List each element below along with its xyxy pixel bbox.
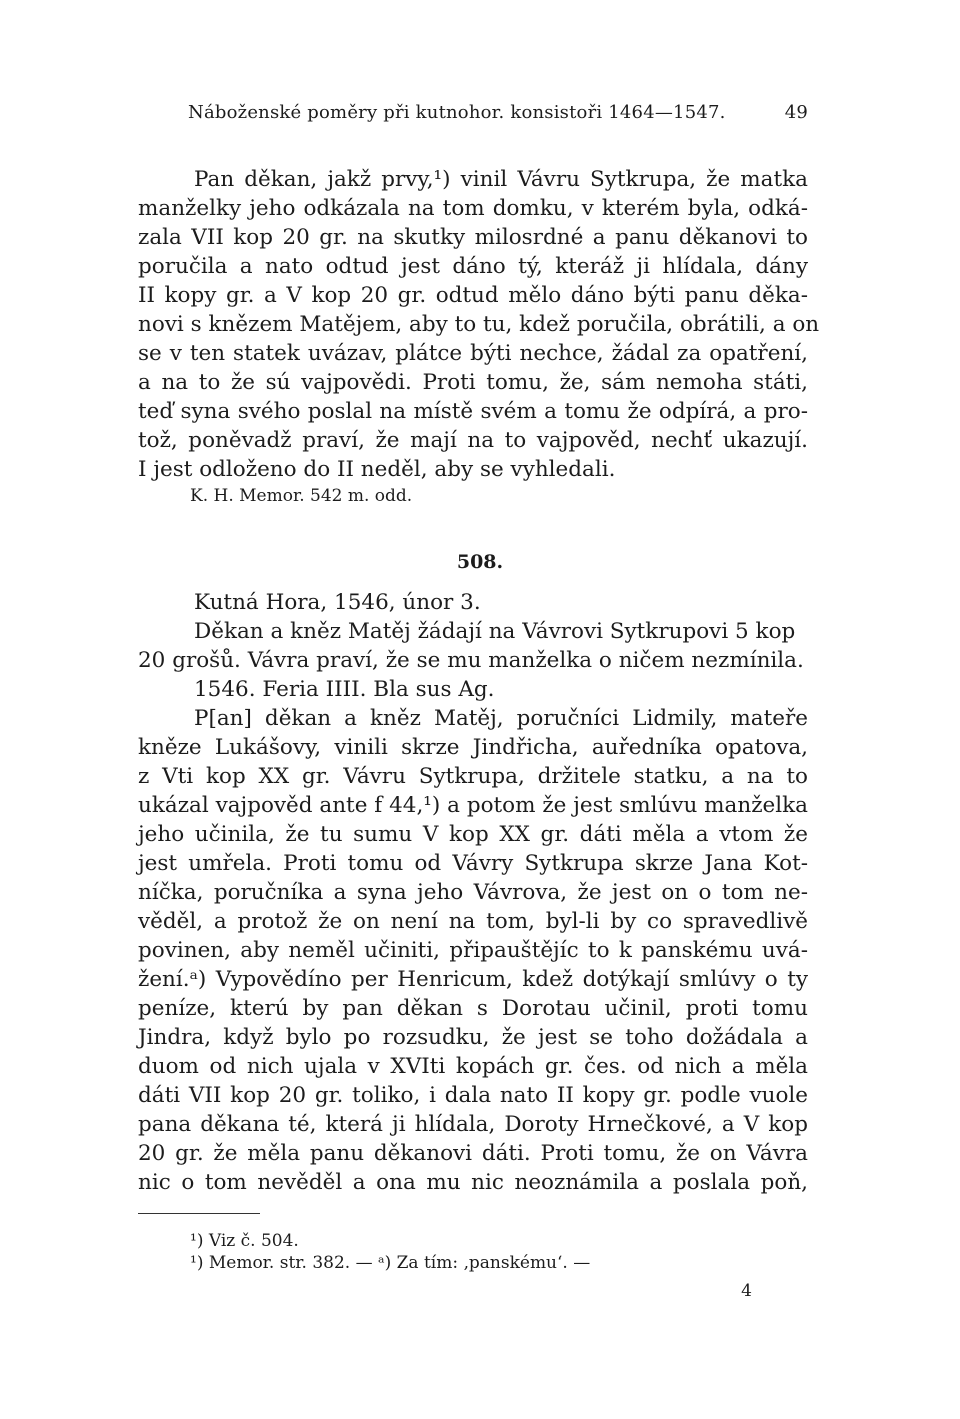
text-line: žení.ᵃ) Vypovědíno per Henricum, kdež dotýkají smlúvy o ty: [138, 967, 808, 992]
document-number: 508.: [456, 551, 504, 573]
text-line: poručila a nato odtud jest dáno tý, kteráž ji hlídala, dány: [138, 254, 808, 279]
entry-508-body: [138, 704, 808, 1197]
text-line: duom od nich ujala v XVIti kopách gr. čes. od nich a měla: [138, 1054, 808, 1079]
text-line: ukázal vajpověd ante f 44,¹) a potom že jest smlúvu manželka: [138, 793, 808, 818]
text-line: z Vti kop XX gr. Vávru Sytkrupa, držitele statku, a na to: [138, 764, 808, 789]
text-line: jest umřela. Proti tomu od Vávry Sytkrupa skrze Jana Kot-: [138, 851, 808, 876]
text-line: P[an] děkan a kněz Matěj, poručníci Lidmily, mateře: [194, 706, 808, 731]
entry-508-heading: [138, 588, 808, 704]
place-date: Kutná Hora, 1546, únor 3.: [194, 590, 481, 615]
text-line: a na to že sú vajpovědi. Proti tomu, že, sám nemoha státi,: [138, 370, 808, 395]
text-line: povinen, aby neměl učiniti, připauštějíc to k panskému uvá-: [138, 938, 808, 963]
text-line: 20 gr. že měla panu děkanovi dáti. Proti tomu, že on Vávra: [138, 1141, 808, 1166]
text-line: peníze, kterú by pan děkan s Dorotau učinil, proti tomu: [138, 996, 808, 1021]
text-line: níčka, poručníka a syna jeho Vávrova, že jest on o tom ne-: [138, 880, 808, 905]
text-line: věděl, a protož že on není na tom, byl-li by co spravedlivě: [138, 909, 808, 934]
page-number: 49: [784, 102, 808, 123]
footnote-separator: [138, 1213, 260, 1214]
running-title: Náboženské poměry při kutnohor. konsistoři 1464—1547.: [188, 102, 726, 123]
text-line: tož, poněvadž praví, že mají na to vajpověd, nechť ukazují.: [138, 428, 808, 453]
footnote-2: ¹) Memor. str. 382. — ᵃ) Za tím: ‚panskému‘. —: [190, 1253, 591, 1273]
text-line: pana děkana té, která ji hlídala, Doroty Hrnečkové, a V kop: [138, 1112, 808, 1137]
text-line: novi s knězem Matějem, aby to tu, kdež poručila, obrátili, a on: [138, 312, 820, 337]
text-line: II kopy gr. a V kop 20 gr. odtud mělo dáno býti panu děka-: [138, 283, 808, 308]
summary-line: Děkan a kněz Matěj žádají na Vávrovi Sytkrupovi 5 kop: [194, 619, 796, 644]
text-line: zala VII kop 20 gr. na skutky milosrdné a panu děkanovi to: [138, 225, 808, 250]
text-line: I jest odloženo do II neděl, aby se vyhledali.: [138, 457, 616, 482]
text-line: Pan děkan, jakž prvy,¹) vinil Vávru Sytkrupa, že matka: [194, 167, 808, 192]
text-line: jeho učinila, že tu sumu V kop XX gr. dáti měla a vtom že: [138, 822, 808, 847]
summary-line: 20 grošů. Vávra praví, že se mu manželka o ničem nezmínila.: [138, 648, 804, 673]
footnote-1: ¹) Viz č. 504.: [190, 1231, 299, 1251]
entry-507-body: [138, 165, 820, 484]
text-line: kněze Lukášovy, vinili skrze Jindřicha, auředníka opatova,: [138, 735, 808, 760]
archive-reference: K. H. Memor. 542 m. odd.: [190, 486, 413, 506]
text-line: teď syna svého poslal na místě svém a tomu že odpírá, a pro-: [138, 399, 808, 424]
date-line: 1546. Feria IIII. Bla sus Ag.: [194, 677, 495, 702]
text-line: manželky jeho odkázala na tom domku, v kterém byla, odká-: [138, 196, 808, 221]
signature-mark: 4: [741, 1281, 752, 1301]
text-line: dáti VII kop 20 gr. toliko, i dala nato II kopy gr. podle vuole: [138, 1083, 808, 1108]
text-line: nic o tom nevěděl a ona mu nic neoznámila a poslala poň,: [138, 1170, 808, 1195]
text-line: se v ten statek uvázav, plátce býti nechce, žádal za opatření,: [138, 341, 808, 366]
text-line: Jindra, když bylo po rozsudku, že jest se toho dožádala a: [138, 1025, 808, 1050]
